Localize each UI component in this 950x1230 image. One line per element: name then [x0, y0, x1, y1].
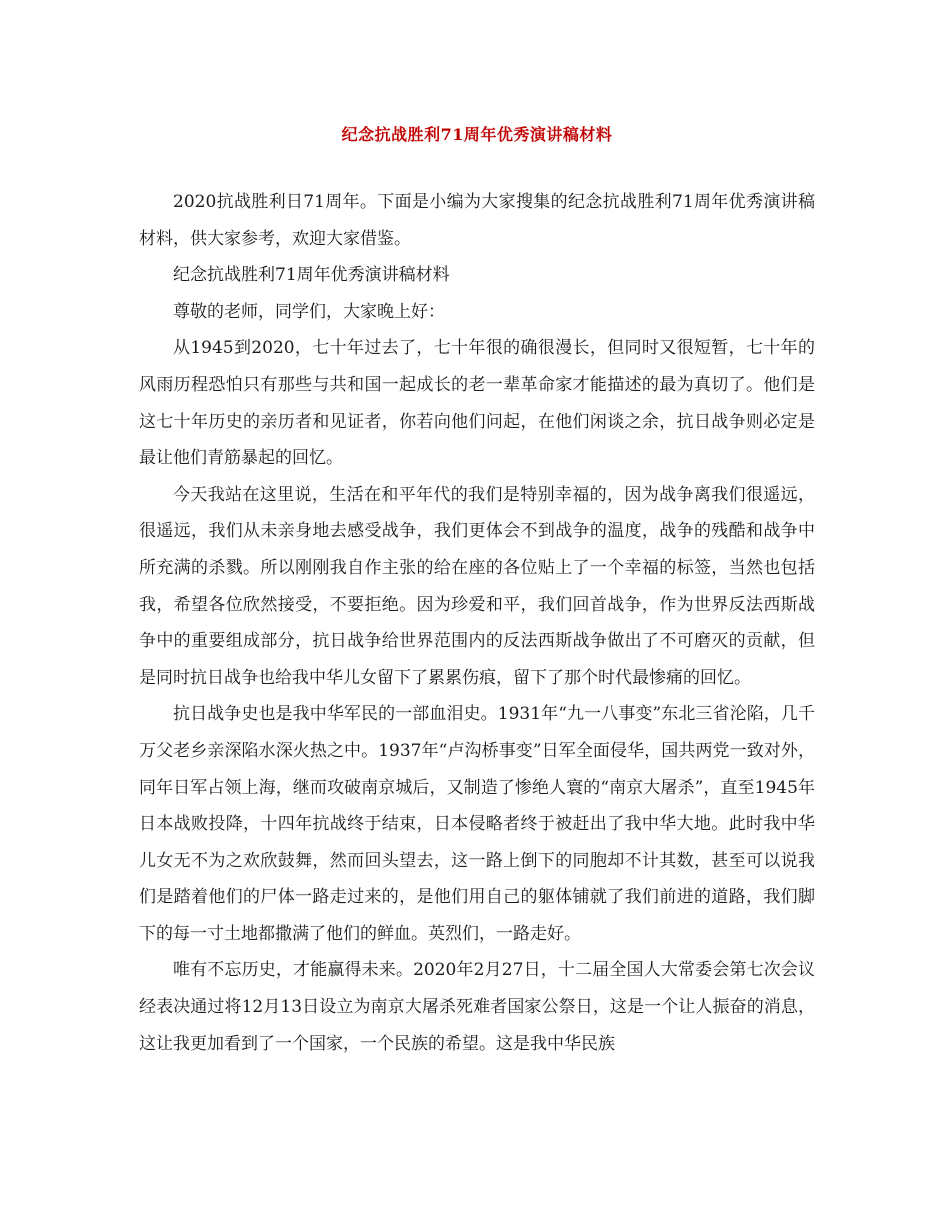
body-paragraph: 抗日战争史也是我中华军民的一部血泪史。1931年“九一八事变”东北三省沦陷，几千万父老乡亲深陷水深火热之中。1937年“卢沟桥事变”日军全面侵华，国共两党一致对外，同年日军占领上海，继而攻破南京城后，又制造了惨绝人寰的“南京大屠杀”，直至1945年日本战败投降，十四年抗战终于结束，日本侵略者终于被赶出了我中华大地。此时我中华儿女无不为之欢欣鼓舞，然而回头望去，这一路上倒下的同胞却不计其数，甚至可以说我们是踏着他们的尸体一路走过来的，是他们用自己的躯体铺就了我们前进的道路，我们脚下的每一寸土地都撒满了他们的鲜血。英烈们，一路走好。 [139, 704, 815, 944]
speech-heading: 纪念抗战胜利71周年优秀演讲稿材料 [173, 265, 450, 286]
document-title: 纪念抗战胜利71周年优秀演讲稿材料 [341, 125, 613, 144]
greeting-paragraph: 尊敬的老师，同学们，大家晚上好： [173, 301, 445, 322]
body-paragraph: 从1945到2020，七十年过去了，七十年很的确很漫长，但同时又很短暂，七十年的风雨历程恐怕只有那些与共和国一起成长的老一辈革命家才能描述的最为真切了。他们是这七十年历史的亲历者和见证者，你若向他们问起，在他们闲谈之余，抗日战争则必定是最让他们青筋暴起的回忆。 [139, 338, 815, 469]
document-body [139, 184, 815, 1062]
intro-paragraph: 2020抗战胜利日71周年。下面是小编为大家搜集的纪念抗战胜利71周年优秀演讲稿材料，供大家参考，欢迎大家借鉴。 [139, 192, 815, 249]
body-paragraph: 今天我站在这里说，生活在和平年代的我们是特别幸福的，因为战争离我们很遥远，很遥远，我们从未亲身地去感受战争，我们更体会不到战争的温度，战争的残酷和战争中所充满的杀戮。所以刚刚我自作主张的给在座的各位贴上了一个幸福的标签，当然也包括我，希望各位欣然接受，不要拒绝。因为珍爱和平，我们回首战争，作为世界反法西斯战争中的重要组成部分，抗日战争给世界范围内的反法西斯战争做出了不可磨灭的贡献，但是同时抗日战争也给我中华儿女留下了累累伤痕，留下了那个时代最惨痛的回忆。 [139, 484, 815, 688]
body-paragraph: 唯有不忘历史，才能赢得未来。2020年2月27日，十二届全国人大常委会第七次会议经表决通过将12月13日设立为南京大屠杀死难者国家公祭日，这是一个让人振奋的消息，这让我更加看到了一个国家，一个民族的希望。这是我中华民族 [139, 960, 815, 1054]
